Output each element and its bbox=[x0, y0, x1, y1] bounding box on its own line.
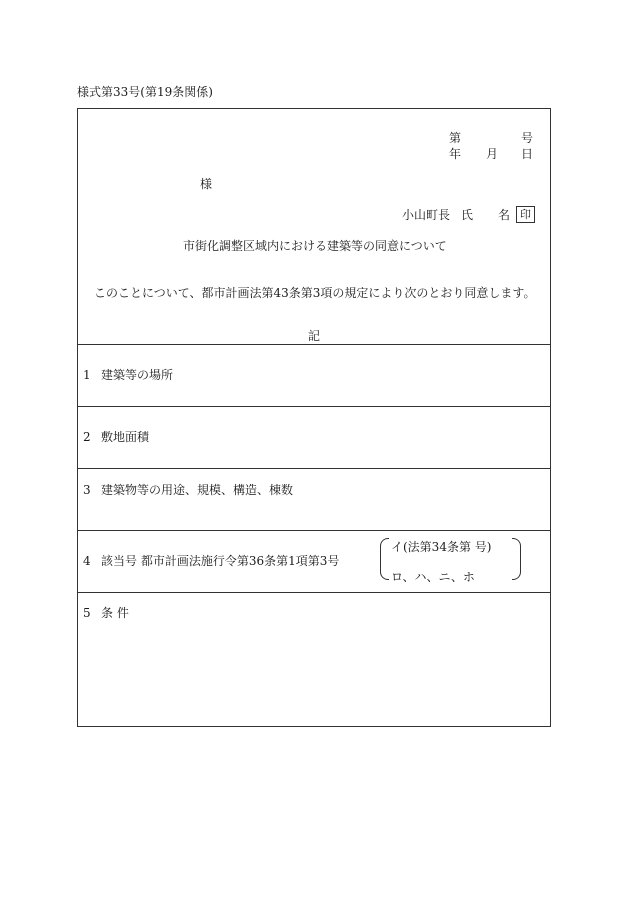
issuer-title: 小山町長 bbox=[402, 208, 451, 222]
addressee-suffix: 様 bbox=[200, 177, 213, 191]
row4-option-ro: ロ、ハ、ニ、ホ bbox=[391, 570, 475, 584]
row4-option-i: イ(法第34条第 号) bbox=[391, 540, 492, 554]
row3-label: 建築物等の用途、規模、構造、棟数 bbox=[101, 483, 294, 497]
divider-row2 bbox=[78, 468, 550, 469]
issuer-mei: 名 bbox=[498, 208, 511, 222]
bracket-right bbox=[512, 538, 521, 580]
row4-label: 該当号 都市計画法施行令第36条第1項第3号 bbox=[101, 554, 340, 568]
seal-stamp-icon: 印 bbox=[512, 206, 535, 223]
ki-heading: 記 bbox=[308, 329, 321, 343]
number-dai: 第 bbox=[449, 131, 462, 145]
number-go: 号 bbox=[521, 131, 534, 145]
document-body: このことについて、都市計画法第43条第3項の規定により次のとおり同意します。 bbox=[94, 286, 536, 300]
row5-number: 5 bbox=[83, 606, 91, 620]
row1-number: 1 bbox=[83, 368, 91, 382]
divider-row4 bbox=[78, 592, 550, 593]
date-day: 日 bbox=[521, 147, 534, 161]
divider-row1 bbox=[78, 406, 550, 407]
row2-number: 2 bbox=[83, 430, 91, 444]
consent-form-frame bbox=[77, 108, 551, 727]
bracket-left bbox=[380, 538, 389, 580]
row4-number: 4 bbox=[83, 554, 91, 568]
row3-number: 3 bbox=[83, 483, 91, 497]
row2-label: 敷地面積 bbox=[101, 430, 150, 444]
row1-label: 建築等の場所 bbox=[101, 368, 174, 382]
divider-header bbox=[78, 344, 550, 345]
divider-row3 bbox=[78, 530, 550, 531]
row5-label: 条 件 bbox=[101, 606, 129, 620]
issuer-shi: 氏 bbox=[461, 208, 474, 222]
document-subject: 市街化調整区域内における建築等の同意について bbox=[183, 239, 447, 253]
date-month: 月 bbox=[486, 147, 499, 161]
form-number-label: 様式第33号(第19条関係) bbox=[77, 85, 213, 99]
date-year: 年 bbox=[449, 147, 462, 161]
